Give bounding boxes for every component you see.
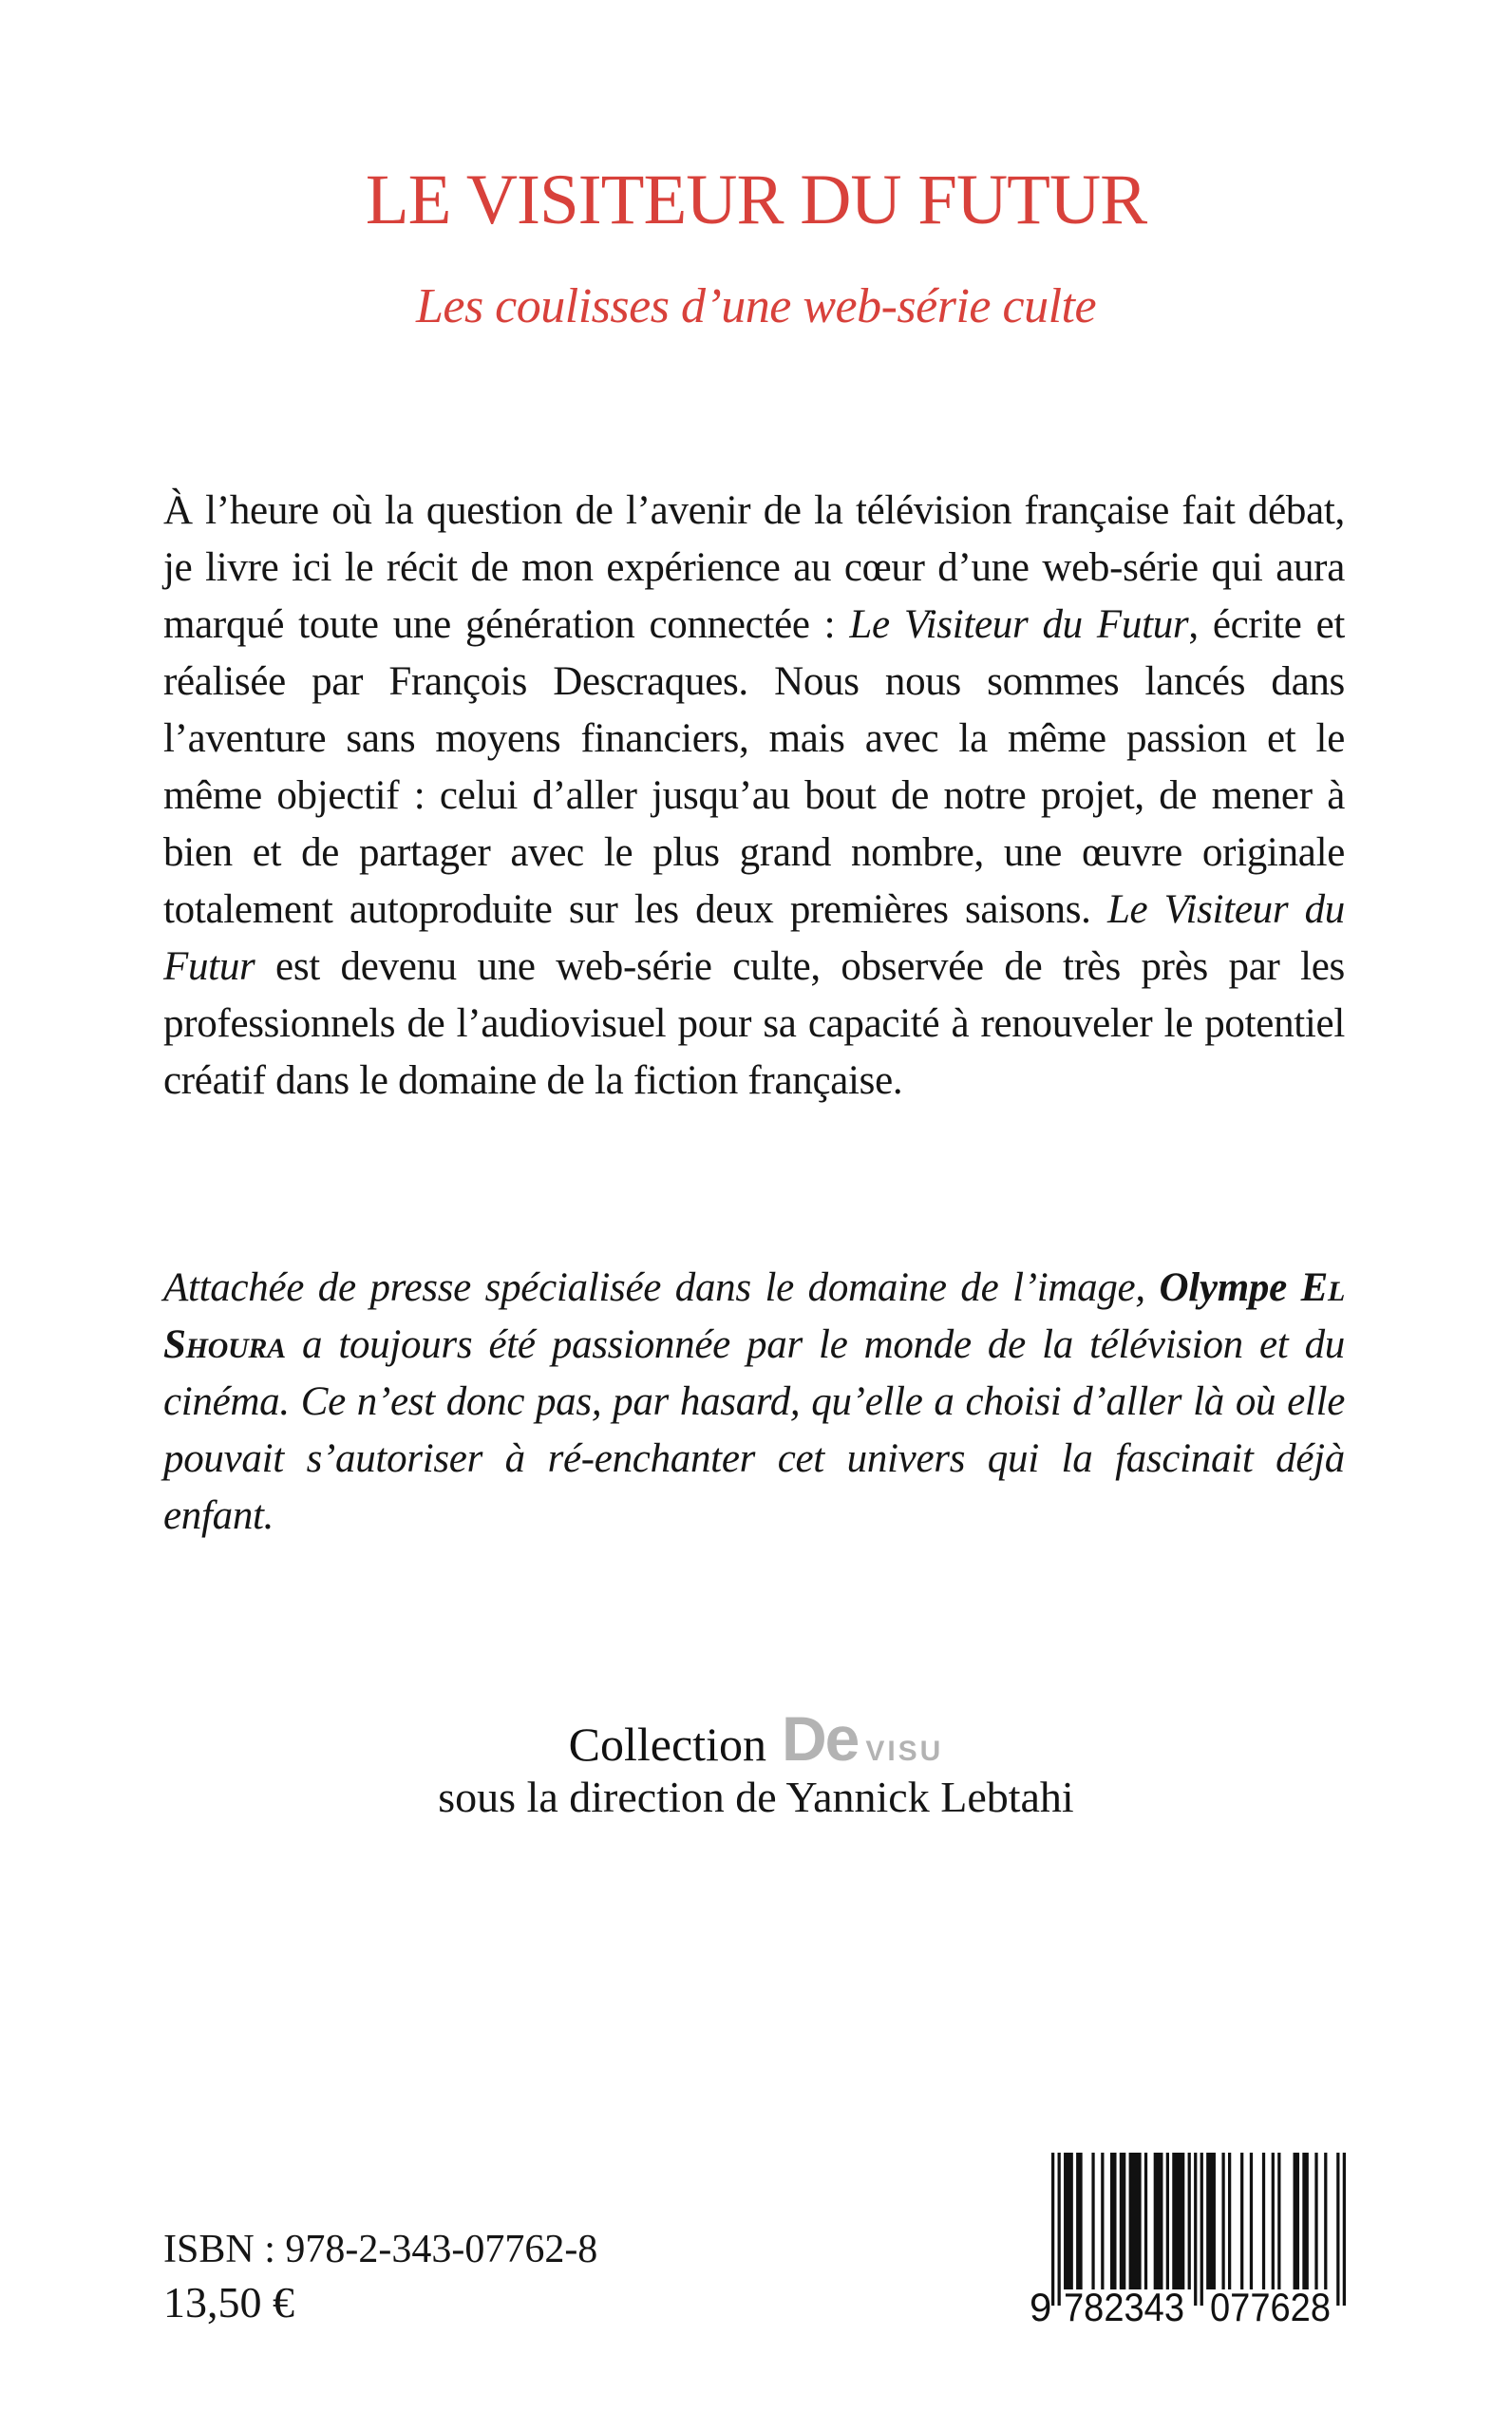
barcode-bar: [1221, 2153, 1224, 2289]
text-run: Le Visiteur du Futur: [163, 887, 1345, 989]
text-run: À l’heure où la question de l’avenir de la télévision française fait débat, je livre ici le récit de mon expérience au cœur d’une web-série qui aura marqué toute une génération connectée :: [163, 488, 1345, 647]
barcode-bar: [1336, 2153, 1339, 2306]
barcode-bar: [1194, 2153, 1197, 2306]
text-run: Attachée de presse spécialisée dans le domaine de l’image,: [163, 1265, 1160, 1310]
barcode-digits-right: 077628: [1210, 2285, 1331, 2324]
barcode-bar: [1051, 2153, 1054, 2306]
devisu-logo-sub: VISU: [865, 1736, 944, 1767]
barcode-bar: [1294, 2153, 1300, 2289]
barcode-bar: [1314, 2153, 1317, 2289]
collection-label: Collection: [568, 1718, 766, 1771]
barcode-bar: [1324, 2153, 1327, 2289]
barcode-bar: [1206, 2153, 1216, 2289]
devisu-logo-main: De: [781, 1703, 859, 1774]
barcode-bar: [1172, 2153, 1184, 2289]
barcode-bar: [1058, 2153, 1061, 2306]
barcode-bar: [1166, 2153, 1169, 2289]
collection-director-line: sous la direction de Yannick Lebtahi: [438, 1773, 1074, 1821]
barcode-bar: [1101, 2153, 1104, 2289]
collection-line: [0, 1703, 1512, 1774]
barcode-bar: [1154, 2153, 1163, 2289]
barcode-bar: [1129, 2153, 1142, 2289]
barcode-bar: [1272, 2153, 1275, 2289]
book-title: LE VISITEUR DU FUTUR: [365, 161, 1147, 239]
barcode-bar: [1228, 2153, 1231, 2289]
barcode-digit-first: 9: [1030, 2285, 1052, 2324]
barcode-bar: [1076, 2153, 1083, 2289]
barcode-bar: [1277, 2153, 1280, 2289]
synopsis-paragraph: [163, 483, 1345, 1110]
barcode-bar: [1091, 2153, 1094, 2289]
text-run: , écrite et réalisée par François Descraques. Nous nous sommes lancés dans l’aventure sans moyens financiers, mais avec la même passion et le même objectif : celui d’aller jusqu’au bout de notre projet, de mener à bien et de partager avec le plus grand nombre, une œuvre originale totalement autoproduite sur les deux premières saisons.: [163, 602, 1346, 932]
barcode-svg: [1016, 2153, 1349, 2324]
barcode-bar: [1343, 2153, 1346, 2306]
author-bio-paragraph: [163, 1260, 1345, 1545]
text-run: El Shoura: [163, 1265, 1345, 1367]
barcode-bar: [1120, 2153, 1126, 2289]
barcode-bar: [1200, 2153, 1203, 2306]
barcode-bar: [1262, 2153, 1265, 2289]
barcode-bar: [1144, 2153, 1147, 2289]
barcode-bar: [1250, 2153, 1253, 2289]
barcode-bar: [1110, 2153, 1117, 2289]
barcode-bar: [1064, 2153, 1073, 2289]
book-subtitle: Les coulisses d’une web-série culte: [415, 279, 1097, 333]
text-run: a toujours été passionnée par le monde de la télévision et du cinéma. Ce n’est donc pas, par hasard, qu’elle a choisi d’aller là où elle pouvait s’autoriser à ré-enchanter cet univers qui la fascinait déjà enfant.: [163, 1322, 1345, 1538]
text-run: Le Visiteur du Futur: [849, 602, 1189, 647]
ean13-barcode: [1016, 2153, 1349, 2324]
text-run: Olympe: [1159, 1265, 1301, 1310]
barcode-bar: [1188, 2153, 1191, 2289]
barcode-bar: [1302, 2153, 1309, 2289]
barcode-bar: [1240, 2153, 1243, 2289]
barcode-digits-left: 782343: [1064, 2285, 1184, 2324]
barcode-bars: [1051, 2153, 1346, 2306]
isbn-text: ISBN : 978-2-343-07762-8: [163, 2228, 598, 2271]
price-text: 13,50 €: [163, 2278, 294, 2327]
text-run: est devenu une web-série culte, observée de très près par les professionnels de l’audiovisuel pour sa capacité à renouveler le potentiel créatif dans le domaine de la fiction française.: [163, 944, 1345, 1103]
